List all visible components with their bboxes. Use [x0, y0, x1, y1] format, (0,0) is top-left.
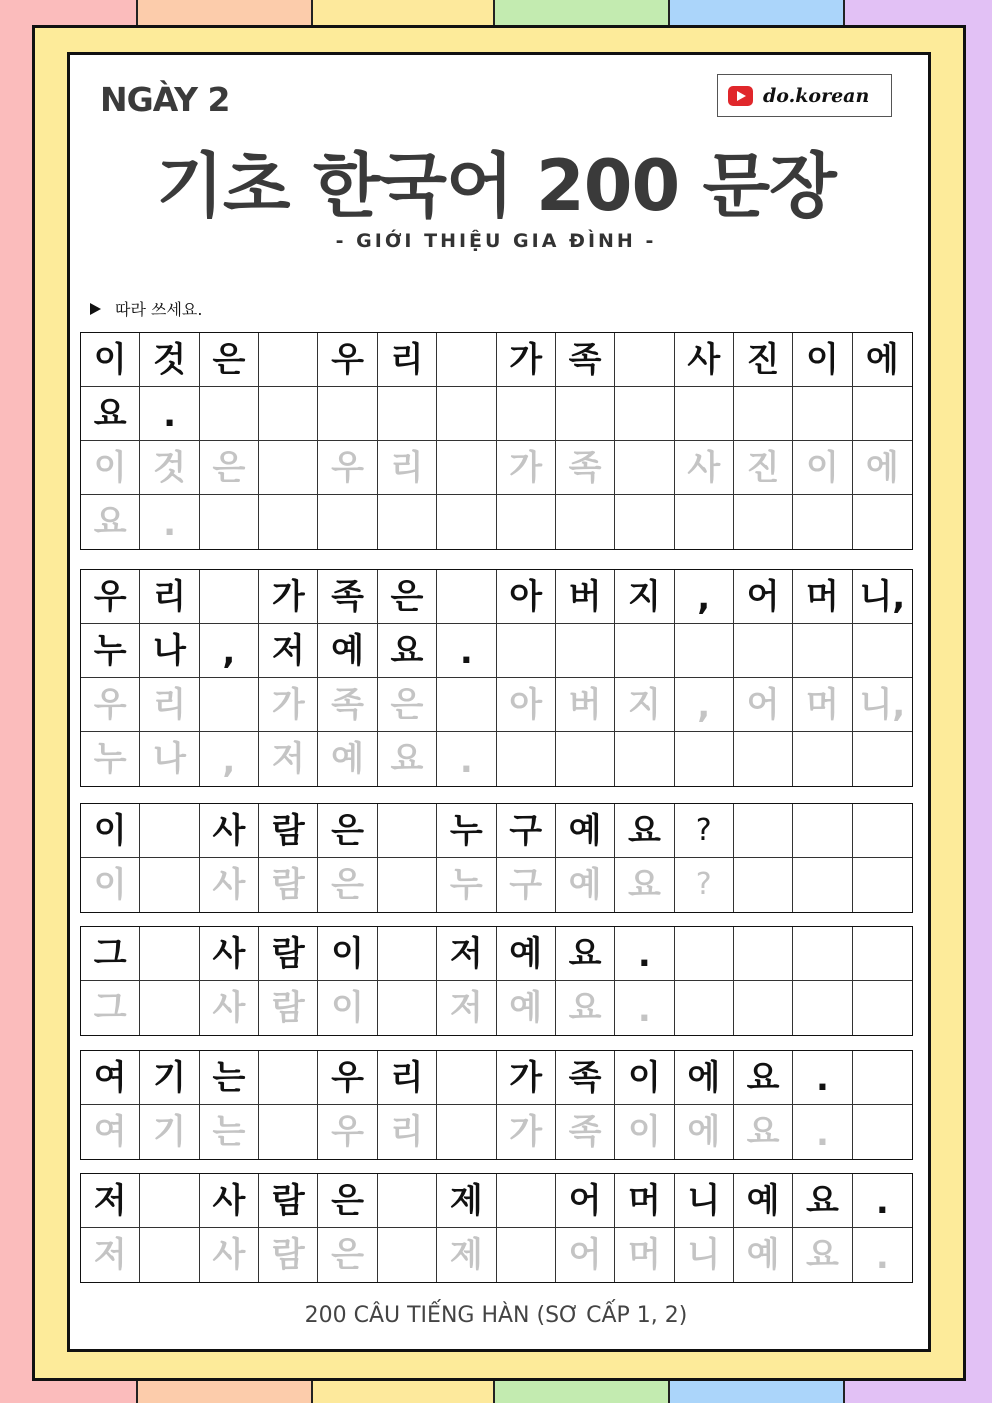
model-character-cell: 요	[81, 387, 140, 441]
trace-character-cell	[853, 495, 912, 549]
model-character-cell	[556, 624, 615, 678]
model-character-cell	[793, 927, 852, 981]
model-character-cell: 사	[200, 1174, 259, 1228]
model-character-cell: 니,	[853, 570, 912, 624]
trace-character-cell: .	[140, 495, 199, 549]
model-character-cell: 는	[200, 1051, 259, 1105]
page-title: 기초 한국어 200 문장	[156, 145, 836, 227]
trace-character-cell: 리	[140, 678, 199, 732]
model-character-cell	[734, 927, 793, 981]
model-character-cell: 우	[318, 1051, 377, 1105]
model-character-cell	[853, 927, 912, 981]
instruction	[90, 297, 202, 320]
sentence-grid	[80, 926, 913, 1036]
trace-character-cell: 어	[556, 1228, 615, 1282]
trace-character-cell	[615, 441, 674, 495]
model-character-cell: 요	[556, 927, 615, 981]
trace-character-cell: 저	[259, 732, 318, 786]
model-character-cell	[734, 624, 793, 678]
model-character-cell: 가	[497, 1051, 556, 1105]
trace-character-cell: 저	[81, 1228, 140, 1282]
trace-character-cell	[437, 678, 496, 732]
trace-character-cell	[259, 1105, 318, 1159]
model-character-cell: 람	[259, 804, 318, 858]
model-character-cell	[378, 804, 437, 858]
model-character-cell	[853, 1051, 912, 1105]
trace-character-cell: 가	[259, 678, 318, 732]
trace-character-cell: 예	[734, 1228, 793, 1282]
trace-character-cell: ,	[675, 678, 734, 732]
model-character-cell: 어	[556, 1174, 615, 1228]
model-character-cell: 은	[318, 1174, 377, 1228]
model-character-cell: 우	[318, 333, 377, 387]
model-character-cell: 사	[200, 927, 259, 981]
trace-character-cell: 어	[734, 678, 793, 732]
trace-character-cell: 예	[318, 732, 377, 786]
sentence-grid	[80, 1050, 913, 1160]
trace-character-cell: 요	[734, 1105, 793, 1159]
trace-character-cell	[734, 495, 793, 549]
trace-character-cell: 니,	[853, 678, 912, 732]
trace-character-cell: 머	[615, 1228, 674, 1282]
trace-character-cell: 버	[556, 678, 615, 732]
model-character-cell: 에	[675, 1051, 734, 1105]
trace-character-cell	[853, 732, 912, 786]
trace-character-cell: 예	[497, 981, 556, 1035]
brand-badge[interactable]	[717, 74, 892, 117]
trace-character-cell: .	[793, 1105, 852, 1159]
trace-character-cell: 은	[318, 858, 377, 912]
model-character-cell: 요	[734, 1051, 793, 1105]
trace-character-cell: 우	[81, 678, 140, 732]
trace-character-cell	[437, 1105, 496, 1159]
model-character-cell: 에	[853, 333, 912, 387]
model-character-cell	[318, 387, 377, 441]
trace-character-cell	[318, 495, 377, 549]
trace-character-cell: 나	[140, 732, 199, 786]
trace-character-cell: 이	[81, 441, 140, 495]
trace-character-cell: 예	[556, 858, 615, 912]
model-character-cell: 족	[556, 333, 615, 387]
trace-character-cell: 사	[200, 1228, 259, 1282]
trace-character-cell: 리	[378, 1105, 437, 1159]
model-character-cell: .	[793, 1051, 852, 1105]
model-character-cell: 예	[497, 927, 556, 981]
trace-character-cell	[793, 981, 852, 1035]
model-character-cell	[853, 624, 912, 678]
trace-character-cell: 머	[793, 678, 852, 732]
model-character-cell	[378, 927, 437, 981]
model-character-cell: 가	[259, 570, 318, 624]
model-character-cell	[200, 387, 259, 441]
model-character-cell: 요	[378, 624, 437, 678]
trace-character-cell	[378, 1228, 437, 1282]
model-character-cell: 나	[140, 624, 199, 678]
trace-character-cell: 우	[318, 1105, 377, 1159]
model-character-cell	[675, 624, 734, 678]
trace-character-cell	[437, 495, 496, 549]
model-character-cell	[437, 387, 496, 441]
model-character-cell	[793, 624, 852, 678]
trace-character-cell	[497, 732, 556, 786]
model-character-cell: ,	[675, 570, 734, 624]
trace-character-cell	[378, 495, 437, 549]
model-character-cell	[615, 624, 674, 678]
trace-character-cell: ?	[675, 858, 734, 912]
model-character-cell	[259, 333, 318, 387]
trace-character-cell	[259, 495, 318, 549]
model-character-cell	[734, 804, 793, 858]
trace-character-cell: 저	[437, 981, 496, 1035]
youtube-play-icon	[728, 86, 753, 106]
model-character-cell: 어	[734, 570, 793, 624]
trace-character-cell: 람	[259, 858, 318, 912]
model-character-cell	[140, 804, 199, 858]
trace-character-cell: 사	[200, 858, 259, 912]
trace-character-cell: 족	[556, 1105, 615, 1159]
model-character-cell: .	[615, 927, 674, 981]
trace-character-cell	[497, 495, 556, 549]
model-character-cell: 은	[318, 804, 377, 858]
model-character-cell	[615, 333, 674, 387]
model-character-cell: 리	[378, 1051, 437, 1105]
model-character-cell: ,	[200, 624, 259, 678]
model-character-cell: 우	[81, 570, 140, 624]
model-character-cell: 구	[497, 804, 556, 858]
model-character-cell	[734, 387, 793, 441]
day-label: NGÀY 2	[100, 80, 230, 119]
trace-character-cell	[556, 495, 615, 549]
model-character-cell: 람	[259, 1174, 318, 1228]
trace-character-cell: 진	[734, 441, 793, 495]
model-character-cell: 그	[81, 927, 140, 981]
model-character-cell: 머	[615, 1174, 674, 1228]
model-character-cell: 저	[81, 1174, 140, 1228]
model-character-cell: 리	[140, 570, 199, 624]
model-character-cell: 진	[734, 333, 793, 387]
model-character-cell	[378, 387, 437, 441]
model-character-cell	[497, 624, 556, 678]
trace-character-cell: 요	[378, 732, 437, 786]
model-character-cell: 것	[140, 333, 199, 387]
trace-character-cell: 람	[259, 981, 318, 1035]
trace-character-cell: .	[875, 1237, 889, 1277]
model-character-cell	[378, 1174, 437, 1228]
model-character-cell: .	[437, 624, 496, 678]
trace-character-cell: 이	[81, 858, 140, 912]
trace-character-cell	[200, 678, 259, 732]
sentence-grid	[80, 803, 913, 913]
trace-character-cell: 요	[615, 858, 674, 912]
trace-character-cell: 누	[81, 732, 140, 786]
model-character-cell: 사	[200, 804, 259, 858]
instruction-text: 따라 쓰세요.	[115, 300, 203, 319]
trace-character-cell: 사	[200, 981, 259, 1035]
model-character-cell	[140, 927, 199, 981]
trace-character-cell	[378, 981, 437, 1035]
model-character-cell	[259, 387, 318, 441]
trace-character-cell: 은	[378, 678, 437, 732]
model-character-cell: ?	[675, 804, 734, 858]
trace-character-cell: 기	[140, 1105, 199, 1159]
trace-character-cell: 족	[318, 678, 377, 732]
trace-character-cell: 에	[675, 1105, 734, 1159]
trace-character-cell	[259, 441, 318, 495]
trace-character-cell: ,	[200, 732, 259, 786]
model-character-cell	[497, 387, 556, 441]
model-character-cell	[556, 387, 615, 441]
model-character-cell	[853, 804, 912, 858]
footer-caption: 200 CÂU TIẾNG HÀN (SƠ CẤP 1, 2)	[304, 1303, 688, 1328]
trace-character-cell: 는	[200, 1105, 259, 1159]
model-character-cell	[437, 570, 496, 624]
model-character-cell: 족	[556, 1051, 615, 1105]
trace-character-cell: 족	[556, 441, 615, 495]
model-character-cell: 누	[437, 804, 496, 858]
trace-character-cell: 우	[318, 441, 377, 495]
sentence-grid	[80, 569, 913, 787]
trace-character-cell: 요	[793, 1228, 852, 1282]
trace-character-cell	[734, 858, 793, 912]
sentence-grid	[80, 332, 913, 550]
trace-character-cell	[140, 981, 199, 1035]
trace-character-cell	[793, 495, 852, 549]
trace-character-cell: .	[615, 981, 674, 1035]
model-character-cell	[793, 387, 852, 441]
trace-character-cell: 요	[81, 495, 140, 549]
model-character-cell: .	[853, 1174, 912, 1228]
sentence-grid	[80, 1173, 913, 1283]
model-character-cell: 예	[734, 1174, 793, 1228]
trace-character-cell: 람	[259, 1228, 318, 1282]
model-character-cell: 리	[378, 333, 437, 387]
trace-character-cell	[140, 1228, 199, 1282]
trace-character-cell	[497, 1228, 556, 1282]
model-character-cell	[200, 570, 259, 624]
model-character-cell: 요	[615, 804, 674, 858]
trace-character-cell: 이	[615, 1105, 674, 1159]
model-character-cell: 이	[615, 1051, 674, 1105]
model-character-cell: 아	[497, 570, 556, 624]
trace-character-cell: 요	[556, 981, 615, 1035]
model-character-cell: 니	[675, 1174, 734, 1228]
trace-character-cell	[793, 858, 852, 912]
trace-character-cell	[793, 732, 852, 786]
play-triangle-icon	[90, 303, 101, 315]
trace-character-cell: 가	[497, 441, 556, 495]
model-character-cell	[793, 804, 852, 858]
trace-character-cell: 구	[497, 858, 556, 912]
model-character-cell	[675, 927, 734, 981]
model-character-cell: 예	[318, 624, 377, 678]
model-character-cell: 사	[675, 333, 734, 387]
trace-character-cell: 사	[675, 441, 734, 495]
model-character-cell	[675, 387, 734, 441]
model-character-cell: 저	[259, 624, 318, 678]
trace-character-cell	[675, 732, 734, 786]
model-character-cell: 지	[615, 570, 674, 624]
trace-character-cell: 은	[200, 441, 259, 495]
trace-character-cell: 제	[437, 1228, 496, 1282]
trace-character-cell	[437, 441, 496, 495]
model-character-cell: 저	[437, 927, 496, 981]
model-character-cell: .	[140, 387, 199, 441]
model-character-cell: 버	[556, 570, 615, 624]
trace-character-cell: 이	[793, 441, 852, 495]
trace-character-cell	[853, 981, 912, 1035]
model-character-cell: 머	[793, 570, 852, 624]
model-character-cell	[615, 387, 674, 441]
trace-character-cell	[200, 495, 259, 549]
model-character-cell	[259, 1051, 318, 1105]
trace-character-cell: 가	[497, 1105, 556, 1159]
page-subtitle: - GIỚI THIỆU GIA ĐÌNH -	[335, 230, 657, 252]
model-character-cell: 은	[378, 570, 437, 624]
model-character-cell	[437, 1051, 496, 1105]
trace-character-cell: 에	[853, 441, 912, 495]
model-character-cell: 이	[793, 333, 852, 387]
model-character-cell: 족	[318, 570, 377, 624]
model-character-cell	[853, 387, 912, 441]
trace-character-cell: 은	[318, 1228, 377, 1282]
trace-character-cell	[675, 981, 734, 1035]
model-character-cell	[140, 1174, 199, 1228]
model-character-cell: 람	[259, 927, 318, 981]
trace-character-cell: 이	[318, 981, 377, 1035]
model-character-cell	[437, 333, 496, 387]
trace-character-cell: 여	[81, 1105, 140, 1159]
trace-character-cell	[140, 858, 199, 912]
model-character-cell: 이	[318, 927, 377, 981]
model-character-cell: 요	[793, 1174, 852, 1228]
trace-character-cell	[853, 858, 912, 912]
trace-character-cell: 아	[497, 678, 556, 732]
trace-character-cell: .	[437, 732, 496, 786]
model-character-cell: 예	[556, 804, 615, 858]
model-character-cell: 가	[497, 333, 556, 387]
model-character-cell: 이	[81, 804, 140, 858]
trace-character-cell	[615, 495, 674, 549]
model-character-cell: 제	[437, 1174, 496, 1228]
trace-character-cell	[853, 1105, 912, 1159]
trace-character-cell: 지	[615, 678, 674, 732]
trace-character-cell	[675, 495, 734, 549]
trace-character-cell	[734, 981, 793, 1035]
trace-character-cell	[378, 858, 437, 912]
model-character-cell: 은	[200, 333, 259, 387]
model-character-cell: 이	[81, 333, 140, 387]
trace-character-cell: 누	[437, 858, 496, 912]
trace-character-cell: 그	[81, 981, 140, 1035]
trace-character-cell	[556, 732, 615, 786]
trace-character-cell	[615, 732, 674, 786]
model-character-cell: 기	[140, 1051, 199, 1105]
trace-character-cell: 니	[675, 1228, 734, 1282]
trace-character-cell	[734, 732, 793, 786]
brand-name: do.korean	[763, 84, 870, 107]
model-character-cell	[497, 1174, 556, 1228]
model-character-cell: 여	[81, 1051, 140, 1105]
model-character-cell: 누	[81, 624, 140, 678]
trace-character-cell: 리	[378, 441, 437, 495]
trace-character-cell: 것	[140, 441, 199, 495]
